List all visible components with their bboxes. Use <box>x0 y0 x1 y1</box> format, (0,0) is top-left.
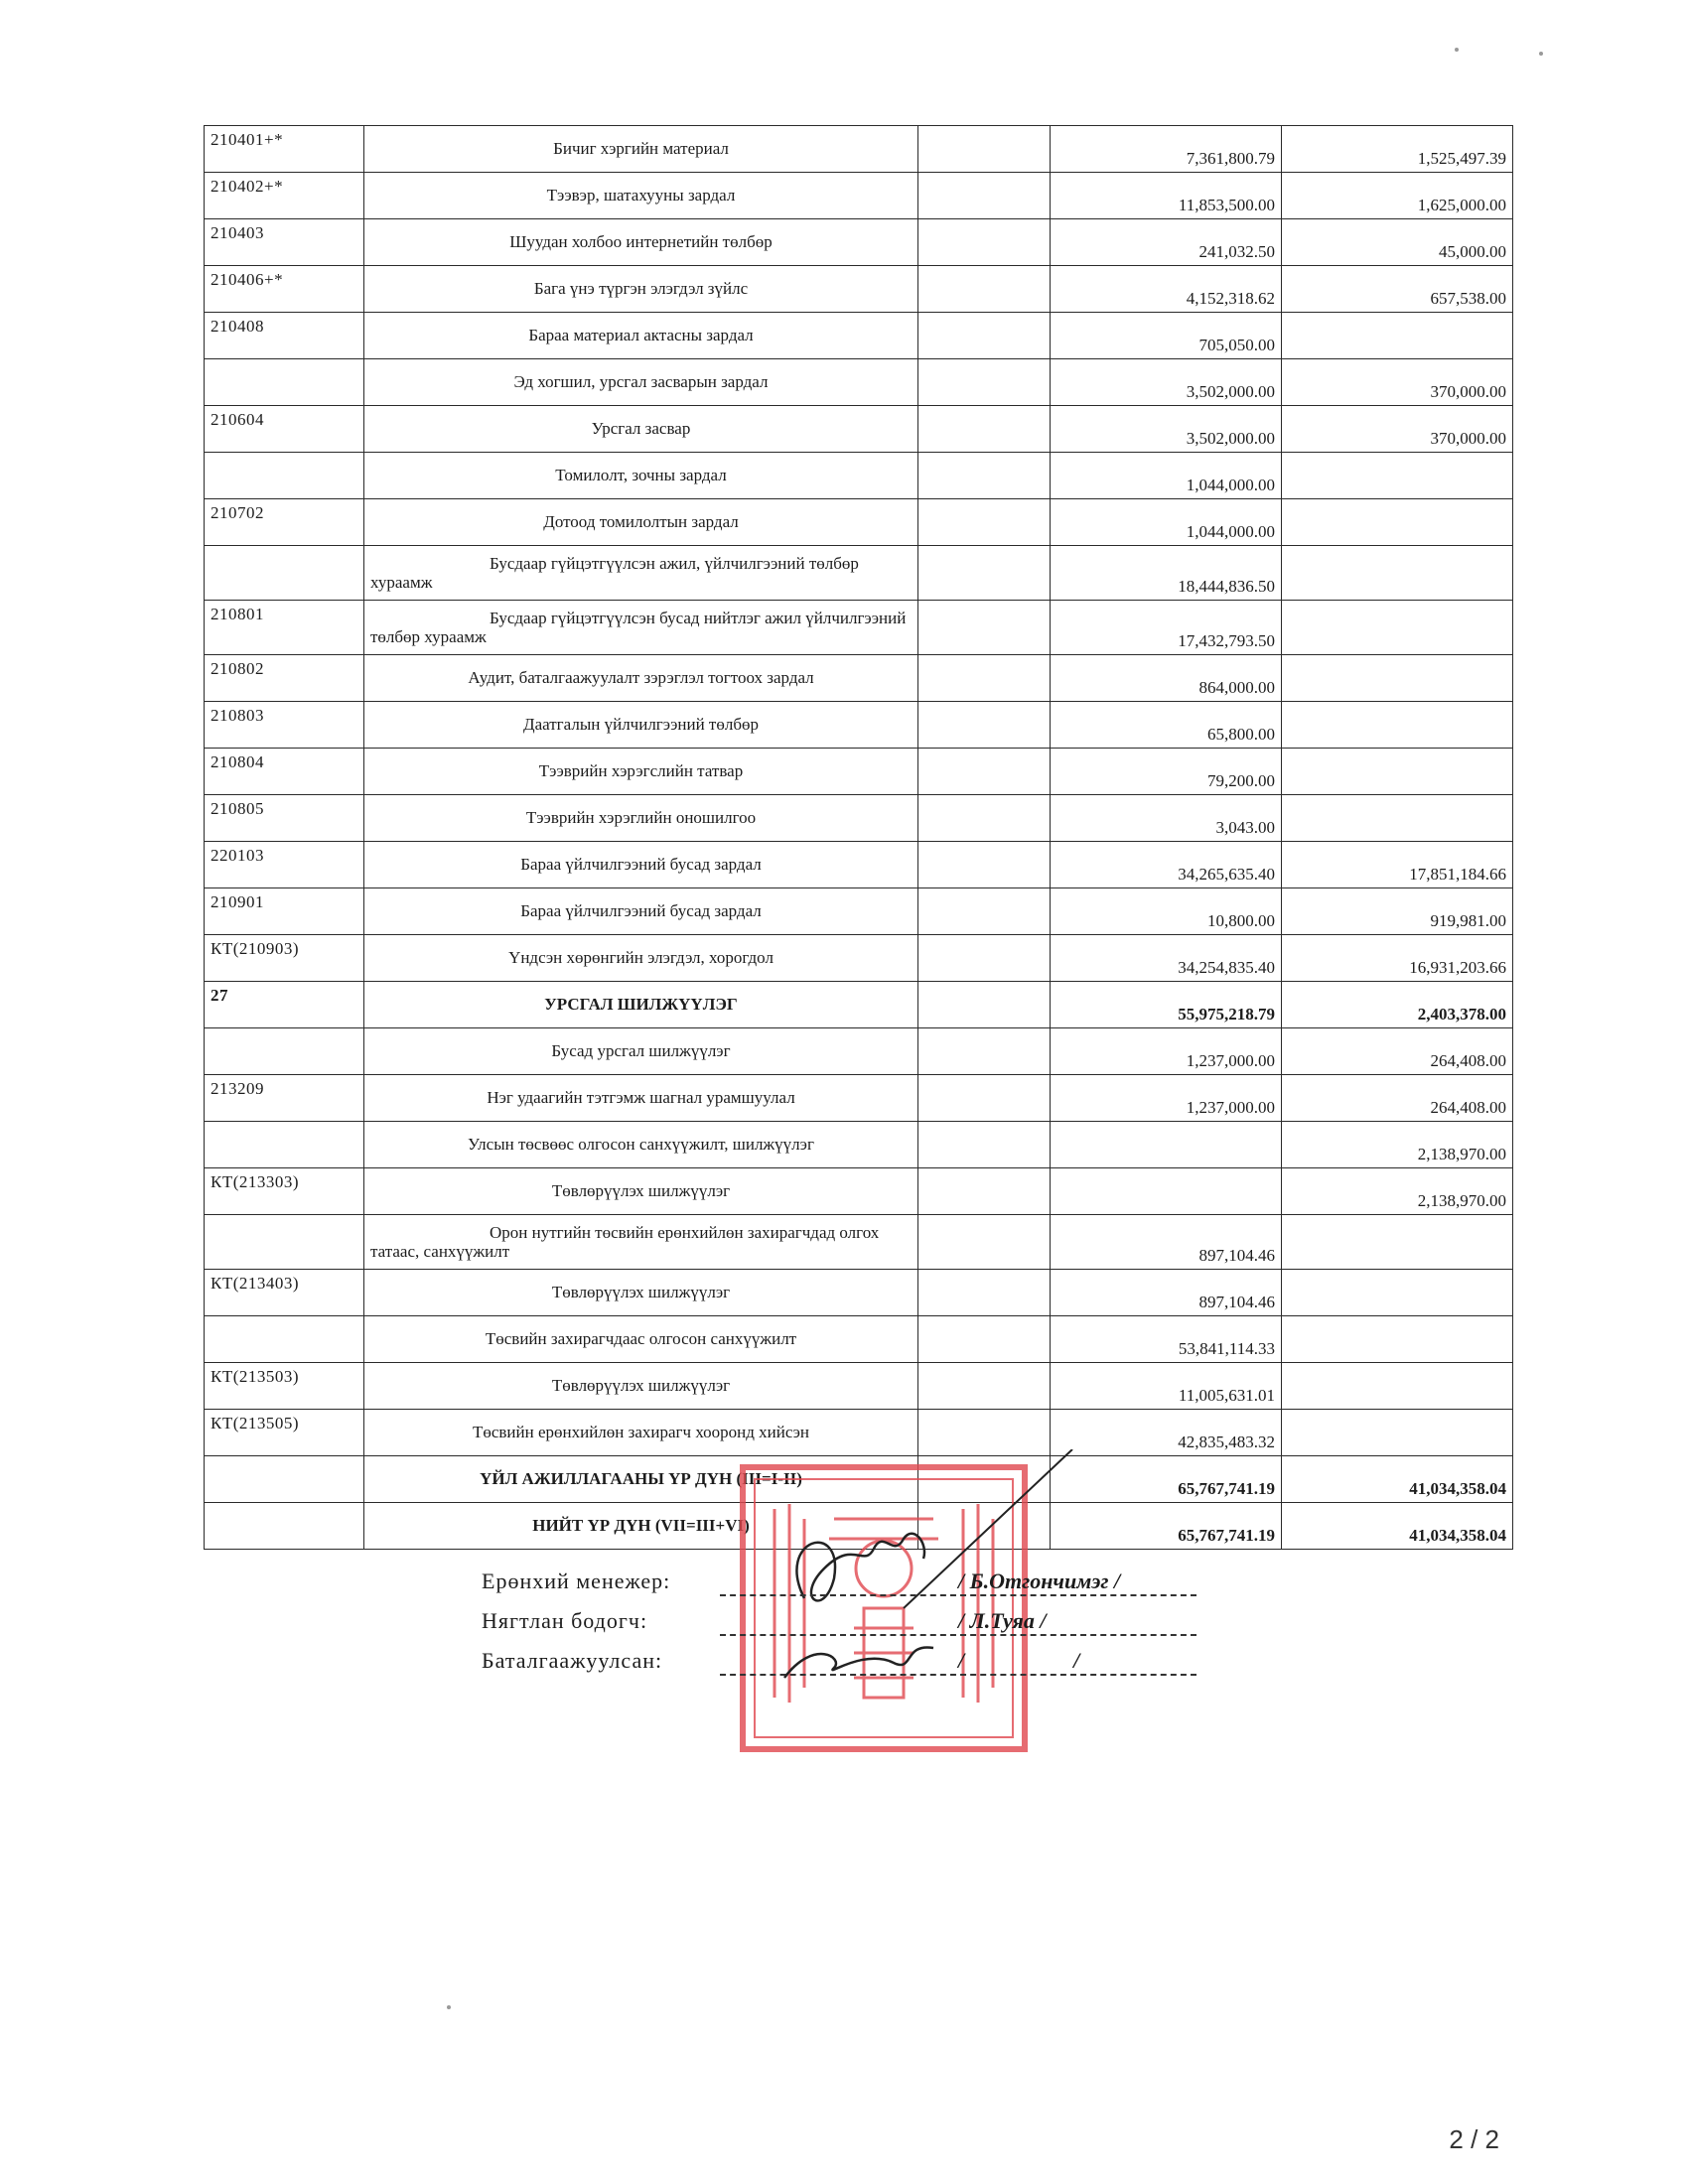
item-name-cell: Бараа үйлчилгээний бусад зардал <box>364 888 918 935</box>
note-cell <box>918 888 1051 935</box>
previous-period-amount-cell: 2,403,378.00 <box>1282 982 1513 1028</box>
account-code-cell: 210805 <box>205 795 364 842</box>
item-name-cell: Бага үнэ түргэн элэгдэл зүйлс <box>364 266 918 313</box>
item-name-cell: Тээвэр, шатахууны зардал <box>364 173 918 219</box>
note-cell <box>918 126 1051 173</box>
current-period-amount-cell: 11,853,500.00 <box>1051 173 1282 219</box>
account-code-cell: 210408 <box>205 313 364 359</box>
table-row <box>205 173 1513 219</box>
current-period-amount-cell: 17,432,793.50 <box>1051 601 1282 655</box>
current-period-amount-cell: 34,254,835.40 <box>1051 935 1282 982</box>
previous-period-amount-cell: 41,034,358.04 <box>1282 1456 1513 1503</box>
table-row <box>205 219 1513 266</box>
note-cell <box>918 982 1051 1028</box>
previous-period-amount-cell: 657,538.00 <box>1282 266 1513 313</box>
previous-period-amount-cell: 1,525,497.39 <box>1282 126 1513 173</box>
current-period-amount-cell: 864,000.00 <box>1051 655 1282 702</box>
previous-period-amount-cell <box>1282 1270 1513 1316</box>
previous-period-amount-cell: 1,625,000.00 <box>1282 173 1513 219</box>
current-period-amount-cell <box>1051 1168 1282 1215</box>
item-name-cell: Төвлөрүүлэх шилжүүлэг <box>364 1270 918 1316</box>
account-code-cell: КТ(210903) <box>205 935 364 982</box>
note-cell <box>918 749 1051 795</box>
signature-label: Ерөнхий менежер: <box>482 1569 671 1593</box>
note-cell <box>918 1168 1051 1215</box>
item-name-cell: Төвлөрүүлэх шилжүүлэг <box>364 1363 918 1410</box>
current-period-amount-cell: 10,800.00 <box>1051 888 1282 935</box>
item-name-cell: Нэг удаагийн тэтгэмж шагнал урамшуулал <box>364 1075 918 1122</box>
note-cell <box>918 1270 1051 1316</box>
account-code-cell: 210802 <box>205 655 364 702</box>
item-name-cell: УРСГАЛ ШИЛЖҮҮЛЭГ <box>364 982 918 1028</box>
previous-period-amount-cell: 264,408.00 <box>1282 1075 1513 1122</box>
previous-period-amount-cell <box>1282 655 1513 702</box>
current-period-amount-cell: 1,044,000.00 <box>1051 499 1282 546</box>
previous-period-amount-cell: 45,000.00 <box>1282 219 1513 266</box>
item-name-cell: Дотоод томилолтын зардал <box>364 499 918 546</box>
signature-row-manager <box>482 1569 1236 1608</box>
current-period-amount-cell: 11,005,631.01 <box>1051 1363 1282 1410</box>
current-period-amount-cell: 1,237,000.00 <box>1051 1028 1282 1075</box>
scan-speck <box>1539 52 1543 56</box>
previous-period-amount-cell <box>1282 601 1513 655</box>
item-name-cell: Төсвийн захирагчдаас олгосон санхүүжилт <box>364 1316 918 1363</box>
current-period-amount-cell: 53,841,114.33 <box>1051 1316 1282 1363</box>
item-name-cell: Бусад урсгал шилжүүлэг <box>364 1028 918 1075</box>
account-code-cell <box>205 1215 364 1270</box>
current-period-amount-cell: 3,502,000.00 <box>1051 406 1282 453</box>
page-number: 2 / 2 <box>1449 2124 1499 2154</box>
current-period-amount-cell <box>1051 1122 1282 1168</box>
signature-line <box>720 1634 1196 1636</box>
previous-period-amount-cell <box>1282 795 1513 842</box>
current-period-amount-cell: 3,502,000.00 <box>1051 359 1282 406</box>
previous-period-amount-cell <box>1282 1316 1513 1363</box>
table-row <box>205 1122 1513 1168</box>
account-code-cell <box>205 359 364 406</box>
account-code-cell <box>205 1028 364 1075</box>
table-row <box>205 702 1513 749</box>
item-name-cell: Орон нутгийн төсвийн ерөнхийлөн захирагчдад олгох татаас, санхүүжилт <box>364 1215 918 1270</box>
table-row <box>205 1270 1513 1316</box>
previous-period-amount-cell: 16,931,203.66 <box>1282 935 1513 982</box>
signature-label: Баталгаажуулсан: <box>482 1648 663 1673</box>
table-row <box>205 499 1513 546</box>
signature-name: / Л.Туяа / <box>958 1608 1047 1633</box>
item-name-cell: Бараа материал актасны зардал <box>364 313 918 359</box>
account-code-cell: 210804 <box>205 749 364 795</box>
note-cell <box>918 266 1051 313</box>
current-period-amount-cell: 1,044,000.00 <box>1051 453 1282 499</box>
item-name-cell: Урсгал засвар <box>364 406 918 453</box>
note-cell <box>918 842 1051 888</box>
current-period-amount-cell: 897,104.46 <box>1051 1270 1282 1316</box>
item-name-cell: Бичиг хэргийн материал <box>364 126 918 173</box>
previous-period-amount-cell <box>1282 702 1513 749</box>
account-code-cell: 213209 <box>205 1075 364 1122</box>
signature-row-accountant <box>482 1608 1236 1648</box>
table-row <box>205 453 1513 499</box>
previous-period-amount-cell <box>1282 499 1513 546</box>
previous-period-amount-cell: 2,138,970.00 <box>1282 1122 1513 1168</box>
account-code-cell: 210402+* <box>205 173 364 219</box>
note-cell <box>918 219 1051 266</box>
scan-speck <box>447 2005 451 2009</box>
table-row <box>205 749 1513 795</box>
signature-line <box>720 1594 1196 1596</box>
table-row <box>205 126 1513 173</box>
account-code-cell <box>205 1456 364 1503</box>
table-row <box>205 1316 1513 1363</box>
account-code-cell: КТ(213503) <box>205 1363 364 1410</box>
signature-name: / / <box>958 1648 1080 1673</box>
previous-period-amount-cell <box>1282 749 1513 795</box>
item-name-cell: Үндсэн хөрөнгийн элэгдэл, хорогдол <box>364 935 918 982</box>
current-period-amount-cell: 42,835,483.32 <box>1051 1410 1282 1456</box>
account-code-cell <box>205 1503 364 1550</box>
table-row <box>205 1168 1513 1215</box>
table-row <box>205 982 1513 1028</box>
note-cell <box>918 702 1051 749</box>
item-name-cell: Төвлөрүүлэх шилжүүлэг <box>364 1168 918 1215</box>
scan-speck <box>1455 48 1459 52</box>
item-name-cell: Төсвийн ерөнхийлөн захирагч хооронд хийсэн <box>364 1410 918 1456</box>
current-period-amount-cell: 79,200.00 <box>1051 749 1282 795</box>
note-cell <box>918 1028 1051 1075</box>
signature-block <box>482 1569 1236 1688</box>
note-cell <box>918 499 1051 546</box>
table-row <box>205 842 1513 888</box>
table-row <box>205 888 1513 935</box>
signature-name: / Б.Отгончимэг / <box>958 1569 1121 1593</box>
note-cell <box>918 935 1051 982</box>
current-period-amount-cell: 7,361,800.79 <box>1051 126 1282 173</box>
item-name-cell: Томилолт, зочны зардал <box>364 453 918 499</box>
account-code-cell: КТ(213505) <box>205 1410 364 1456</box>
item-name-cell: Эд хогшил, урсгал засварын зардал <box>364 359 918 406</box>
current-period-amount-cell: 897,104.46 <box>1051 1215 1282 1270</box>
current-period-amount-cell: 18,444,836.50 <box>1051 546 1282 601</box>
note-cell <box>918 406 1051 453</box>
previous-period-amount-cell: 919,981.00 <box>1282 888 1513 935</box>
table-row <box>205 313 1513 359</box>
account-code-cell: 210401+* <box>205 126 364 173</box>
item-name-cell: Аудит, баталгаажуулалт зэрэглэл тогтоох зардал <box>364 655 918 702</box>
note-cell <box>918 1363 1051 1410</box>
current-period-amount-cell: 55,975,218.79 <box>1051 982 1282 1028</box>
table-row <box>205 1363 1513 1410</box>
account-code-cell: 210901 <box>205 888 364 935</box>
account-code-cell <box>205 1122 364 1168</box>
note-cell <box>918 1075 1051 1122</box>
current-period-amount-cell: 3,043.00 <box>1051 795 1282 842</box>
previous-period-amount-cell: 41,034,358.04 <box>1282 1503 1513 1550</box>
previous-period-amount-cell <box>1282 1410 1513 1456</box>
item-name-cell: Тээврийн хэрэгслийн татвар <box>364 749 918 795</box>
item-name-cell: Улсын төсвөөс олгосон санхүүжилт, шилжүүлэг <box>364 1122 918 1168</box>
current-period-amount-cell: 34,265,635.40 <box>1051 842 1282 888</box>
account-code-cell: 210604 <box>205 406 364 453</box>
table-row <box>205 935 1513 982</box>
table-row <box>205 655 1513 702</box>
current-period-amount-cell: 1,237,000.00 <box>1051 1075 1282 1122</box>
account-code-cell: 27 <box>205 982 364 1028</box>
item-name-cell: НИЙТ ҮР ДҮН (VII=III+VI) <box>364 1503 918 1550</box>
previous-period-amount-cell: 370,000.00 <box>1282 406 1513 453</box>
item-name-cell: Даатгалын үйлчилгээний төлбөр <box>364 702 918 749</box>
account-code-cell: 210801 <box>205 601 364 655</box>
current-period-amount-cell: 4,152,318.62 <box>1051 266 1282 313</box>
note-cell <box>918 1122 1051 1168</box>
note-cell <box>918 795 1051 842</box>
note-cell <box>918 601 1051 655</box>
account-code-cell: 210702 <box>205 499 364 546</box>
table-row <box>205 359 1513 406</box>
financial-report-table <box>204 125 1513 1550</box>
item-name-cell: Бусдаар гүйцэтгүүлсэн ажил, үйлчилгээний төлбөр хураамж <box>364 546 918 601</box>
previous-period-amount-cell: 370,000.00 <box>1282 359 1513 406</box>
note-cell <box>918 1316 1051 1363</box>
table-row <box>205 1215 1513 1270</box>
item-name-cell: Тээврийн хэрэглийн оношилгоо <box>364 795 918 842</box>
account-code-cell: 210803 <box>205 702 364 749</box>
note-cell <box>918 173 1051 219</box>
table-row <box>205 266 1513 313</box>
current-period-amount-cell: 241,032.50 <box>1051 219 1282 266</box>
account-code-cell <box>205 546 364 601</box>
previous-period-amount-cell <box>1282 546 1513 601</box>
previous-period-amount-cell: 264,408.00 <box>1282 1028 1513 1075</box>
previous-period-amount-cell <box>1282 453 1513 499</box>
signature-line <box>720 1674 1196 1676</box>
table-row <box>205 406 1513 453</box>
previous-period-amount-cell <box>1282 313 1513 359</box>
account-code-cell <box>205 453 364 499</box>
signature-label: Нягтлан бодогч: <box>482 1608 648 1633</box>
note-cell <box>918 546 1051 601</box>
account-code-cell: 210406+* <box>205 266 364 313</box>
table-row <box>205 1075 1513 1122</box>
table-row <box>205 795 1513 842</box>
note-cell <box>918 1215 1051 1270</box>
previous-period-amount-cell: 2,138,970.00 <box>1282 1168 1513 1215</box>
item-name-cell: ҮЙЛ АЖИЛЛАГААНЫ ҮР ДҮН (III=I-II) <box>364 1456 918 1503</box>
note-cell <box>918 655 1051 702</box>
note-cell <box>918 453 1051 499</box>
table-row <box>205 1028 1513 1075</box>
item-name-cell: Бусдаар гүйцэтгүүлсэн бусад нийтлэг ажил үйлчилгээний төлбөр хураамж <box>364 601 918 655</box>
account-code-cell: КТ(213303) <box>205 1168 364 1215</box>
table-row <box>205 546 1513 601</box>
current-period-amount-cell: 705,050.00 <box>1051 313 1282 359</box>
account-code-cell <box>205 1316 364 1363</box>
account-code-cell: 210403 <box>205 219 364 266</box>
item-name-cell: Шуудан холбоо интернетийн төлбөр <box>364 219 918 266</box>
previous-period-amount-cell <box>1282 1215 1513 1270</box>
note-cell <box>918 359 1051 406</box>
previous-period-amount-cell <box>1282 1363 1513 1410</box>
note-cell <box>918 313 1051 359</box>
current-period-amount-cell: 65,800.00 <box>1051 702 1282 749</box>
current-period-amount-cell: 65,767,741.19 <box>1051 1456 1282 1503</box>
previous-period-amount-cell: 17,851,184.66 <box>1282 842 1513 888</box>
table-row <box>205 601 1513 655</box>
account-code-cell: 220103 <box>205 842 364 888</box>
signature-row-verified <box>482 1648 1236 1688</box>
account-code-cell: КТ(213403) <box>205 1270 364 1316</box>
item-name-cell: Бараа үйлчилгээний бусад зардал <box>364 842 918 888</box>
current-period-amount-cell: 65,767,741.19 <box>1051 1503 1282 1550</box>
